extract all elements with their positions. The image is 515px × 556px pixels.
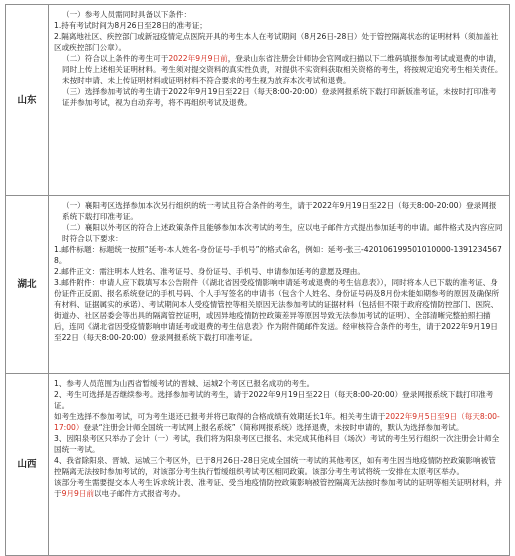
paragraph: （二）符合以上条件的考生可于2022年9月9日前，登录山东省注册会计师协会官网或扫描以下二维码填报参加考试或退费的申请，同时上传上述相关证明材料。考生须对提交资料的真实性负责，对提供不实资料获取相关资格的考生，将按规定追究考生相关责任。未按时申请、未上传证明材料或证明材料不符合要求的考生视为放弃本次考试和退费。 — [62, 54, 503, 85]
paragraph: 2、考生可选择是否继续参考。选择参加考试的考生，请于2022年9月19日至22日（每天8:00-20:00）登录网报系统下载打印准考证。 — [54, 390, 494, 410]
paragraph: 该部分考生需要提交本人考生诉求统计表、准考证、受当地疫情防控政策影响被管控隔离无法按时参加考试的证明等相关证明材料，并于9月9日前以电子邮件方式报省考办。 — [54, 478, 503, 498]
paragraph: 3、因阳泉考区只举办了会计（一）考试，我们将为阳泉考区已报名、未完成其他科目（场次）考试的考生另行组织一次注册会计师全国统一考试。 — [54, 434, 500, 454]
province-cell: 湖北 — [6, 196, 49, 374]
section-row-shanxi — [6, 374, 510, 556]
paragraph: 1.邮件标题：标题统一按照“延考-本人姓名-身份证号-手机号”的格式命名，例如：延考-张三-420106199501010000-13912345678。 — [54, 245, 502, 265]
paragraph: （一）襄阳考区选择参加本次另行组织的统一考试且符合条件的考生，请于2022年9月19日至22日（每天8:00-20:00）登录网报系统下载打印准考证。 — [62, 201, 497, 221]
section-row-shandong — [6, 5, 510, 196]
paragraph: 2.隔离地社区、疾控部门或新冠疫情定点医院开具的考生本人在考试期间（8月26日-28日）处于管控隔离状态的证明材料（须加盖社区或疾控部门公章）。 — [54, 32, 499, 52]
paragraph: （三）选择参加考试的考生请于2022年9月19日至22日（每天8:00-20:00）登录网报系统下载打印新版准考证，未按时打印准考证并参加考试，视为自动弃考，将不再组织考试及退费。 — [62, 87, 497, 107]
highlight-deadline: 2022年9月5日至9日（每天8:00-17:00） — [54, 412, 500, 432]
province-cell: 山东 — [6, 5, 49, 196]
section-content — [49, 196, 510, 374]
paragraph: 如考生选择不参加考试，可为考生退还已报考并将已取得的合格成绩有效期延长1年。相关考生请于2022年9月5日至9日（每天8:00-17:00）登录“注册会计师全国统一考试网上报名系统”（简称网报系统）选择退费，未按时申请的，默认为选择参加考试。 — [54, 412, 500, 432]
paragraph: 3.邮件附件：申请人应下载填写本公告附件（《湖北省因受疫情影响申请延考或退费的考生信息表》），同时将本人已下载的准考证、身份证件正反面、报名系统登记的手机号码、个人手写签名的申请书（包含个人姓名、身份证号码及8月份未能如期参考的原因及确保所有材料、证据属实的承诺）、考试期间本人受疫情管控等相关原因无法参加考试的证据材料（包括但不限于政府疫情防控部门、医院、街道办、社区居委会等出具的隔离管控证明，或因异地疫情防控政策差异等原因导致无法参加考试的证明）、全部清晰完整拍照扫描后，连同《湖北省因受疫情影响申请延考或退费的考生信息表》作为附件随邮件发送。经审核符合条件的考生，请于2022年9月19日至22日（每天8:00-20:00）登录网报系统下载打印准考证。 — [54, 278, 500, 342]
province-cell: 山西 — [6, 374, 49, 556]
notice-page — [0, 4, 515, 538]
paragraph: （二）襄阳以外考区的符合上述政策条件且能够参加本次考试的考生，应以电子邮件方式提出参加延考的申请。邮件格式及内容应同时符合以下要求： — [62, 223, 503, 243]
section-content — [49, 374, 510, 556]
paragraph: 1.持有考试时间为8月26日至28日的准考证； — [54, 21, 207, 30]
paragraph: 4、我省除阳泉、晋城、运城三个考区外，已于8月26日-28日完成全国统一考试的其他考区，如有考生因当地疫情防控政策影响被管控隔离无法按时参加考试的，对该部分考生执行暂缓组织考试考区相同政策。该部分考生考试将统一安排在太原考区举办。 — [54, 456, 496, 476]
section-row-hubei — [6, 196, 510, 374]
paragraph: （一）参考人员需同时具备以下条件： — [62, 10, 192, 19]
notice-table — [5, 4, 510, 556]
paragraph: 1、参考人员范围为山西省暂缓考试的晋城、运城2个考区已报名成功的考生。 — [54, 379, 315, 388]
paragraph: 2.邮件正文：需注明本人姓名、准考证号、身份证号、手机号、申请参加延考的意愿及理由。 — [54, 267, 365, 276]
highlight-deadline: 9月9日前 — [61, 489, 95, 498]
section-content — [49, 5, 510, 196]
highlight-deadline: 2022年9月9日前 — [168, 54, 228, 63]
